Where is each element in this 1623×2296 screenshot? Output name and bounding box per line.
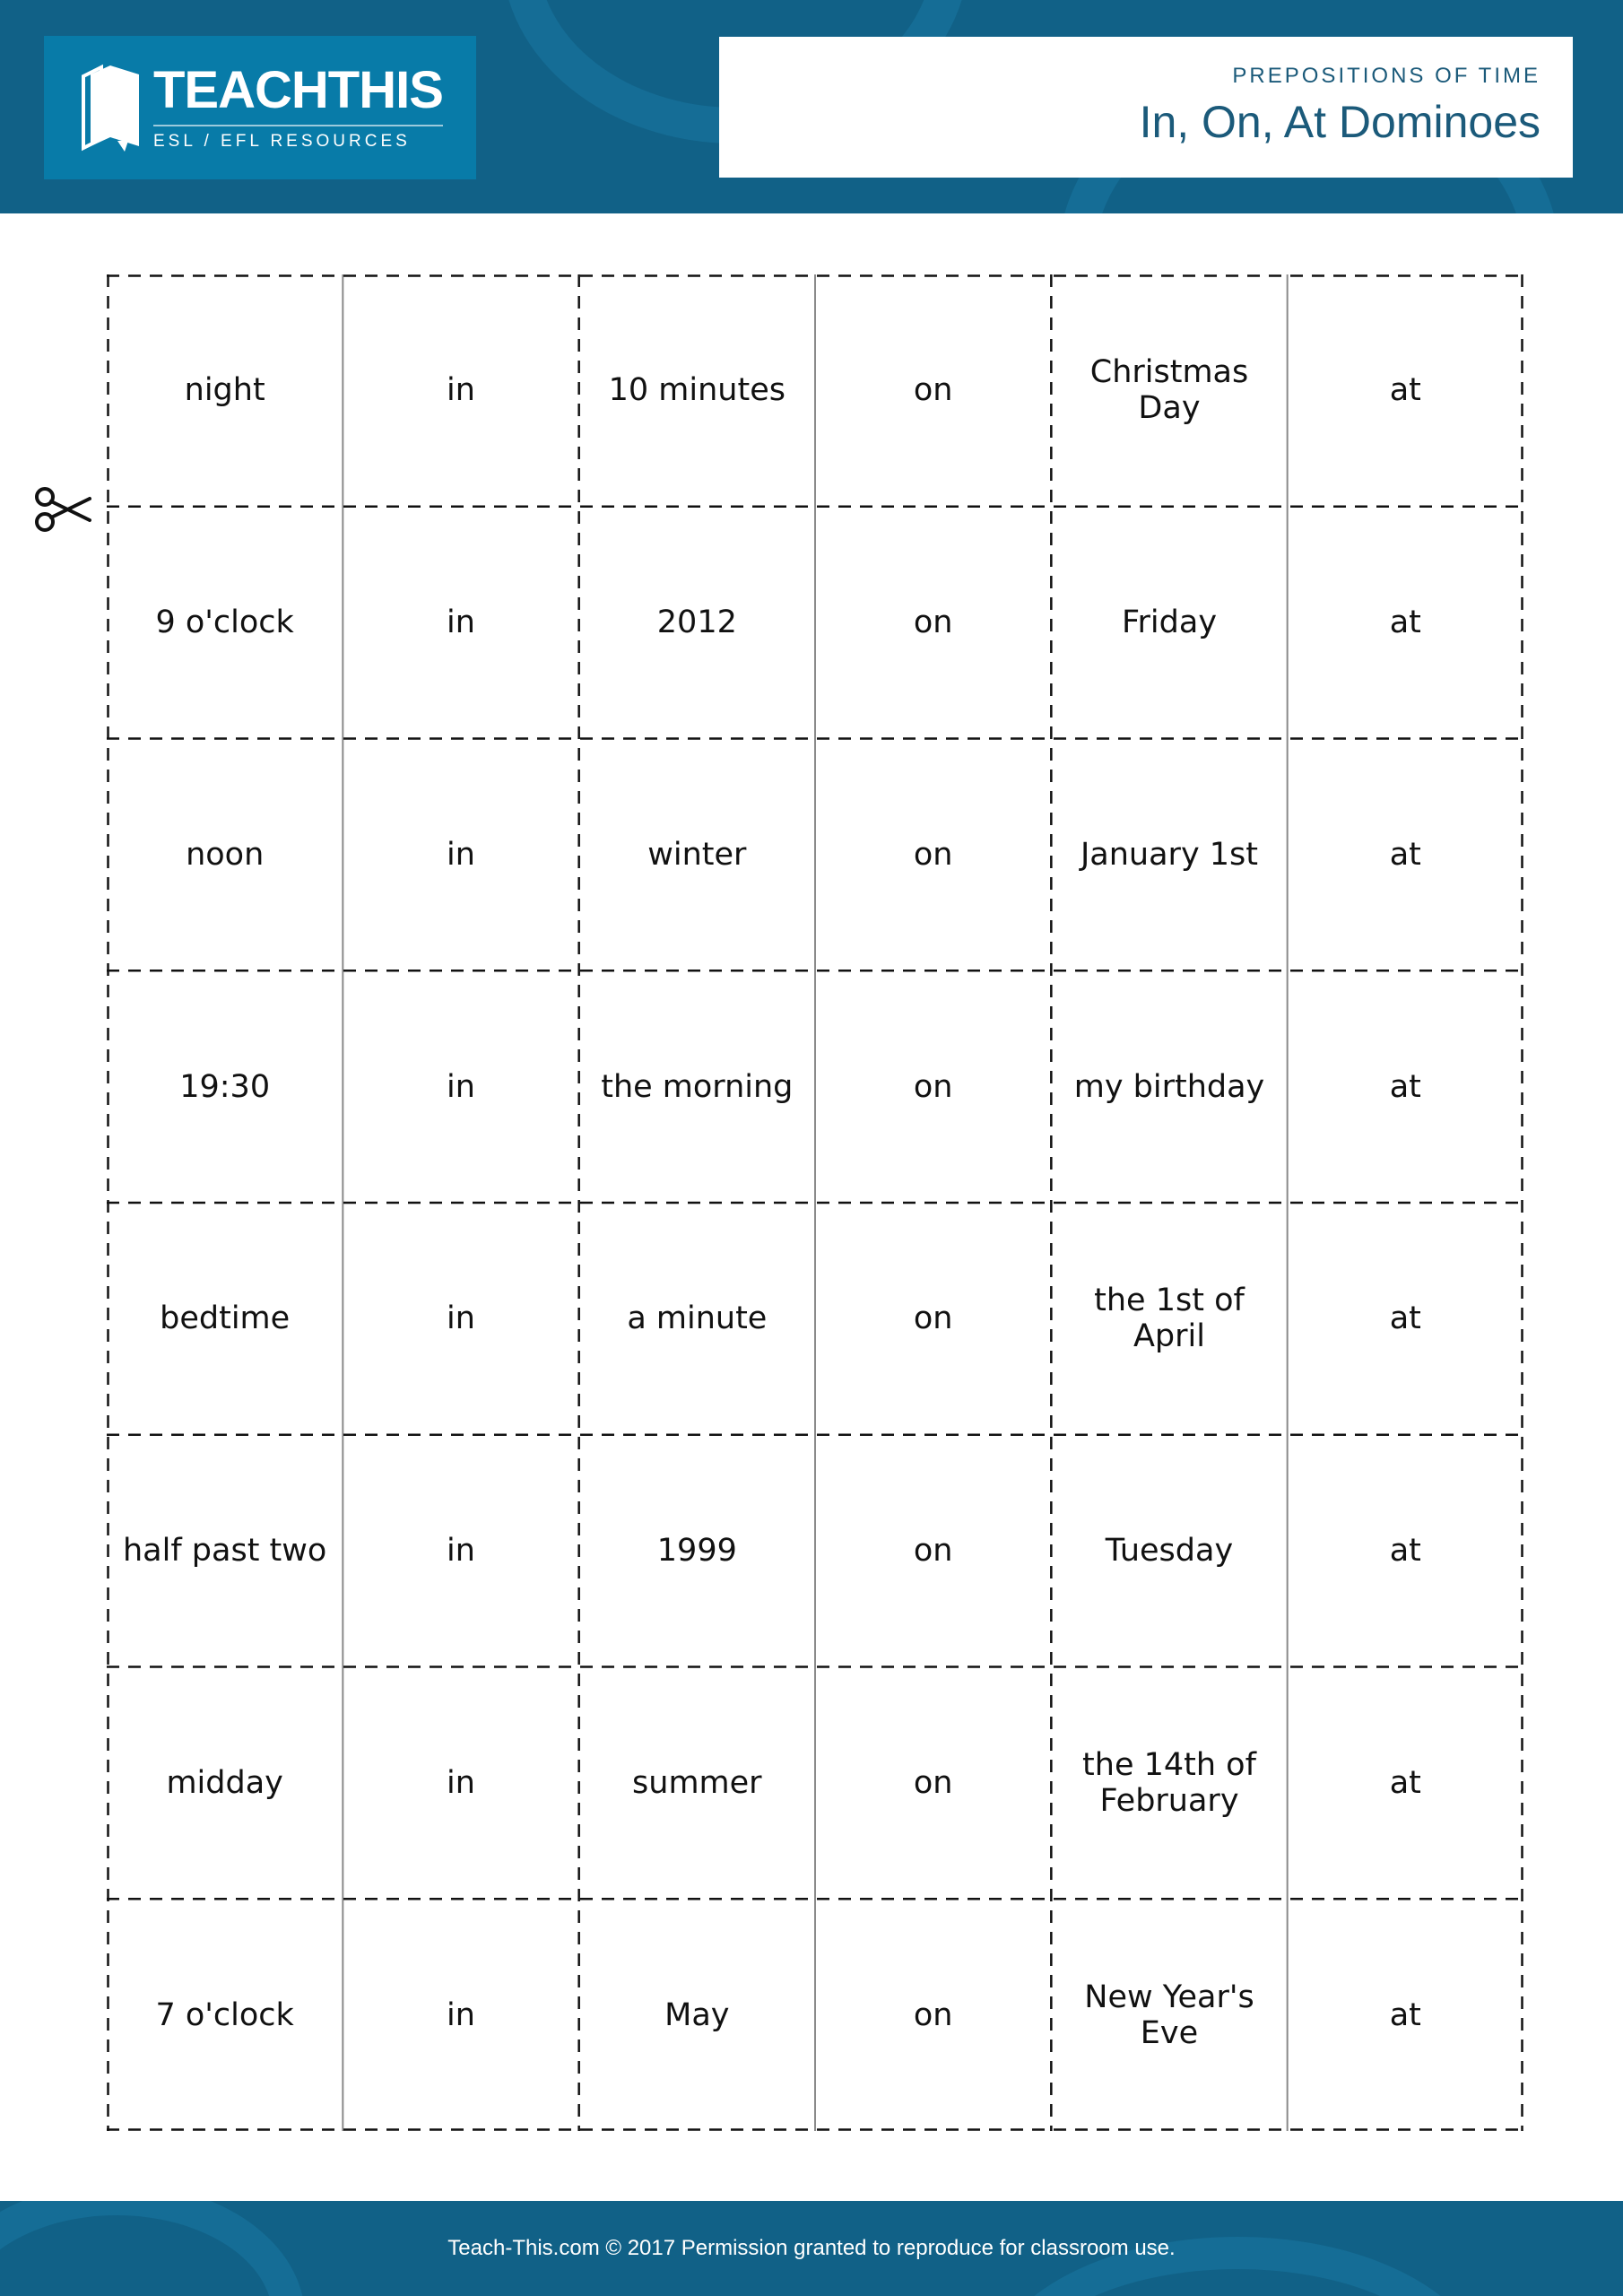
domino-half: night (184, 372, 265, 409)
domino-half: in (447, 1533, 475, 1570)
domino-grid (107, 274, 1523, 2131)
domino-half: summer (632, 1764, 762, 1801)
book-logo-icon (76, 64, 144, 152)
domino-half: Tuesday (1105, 1533, 1234, 1570)
domino-half: Friday (1121, 604, 1218, 641)
domino-half: half past two (123, 1533, 327, 1570)
domino-half: midday (166, 1764, 283, 1801)
domino-half: in (447, 1996, 475, 2033)
domino-half: 1999 (656, 1533, 737, 1570)
domino-half: winter (647, 836, 747, 873)
domino-half: at (1389, 1996, 1421, 2033)
logo[interactable] (44, 36, 476, 179)
domino-half: on (913, 1764, 953, 1801)
page-kicker: PREPOSITIONS OF TIME (1232, 64, 1541, 88)
domino-half: noon (186, 836, 265, 873)
domino-half: Christmas Day (1089, 354, 1249, 427)
domino-half: the 1st of April (1094, 1283, 1245, 1355)
domino-half: in (447, 1068, 475, 1105)
scissors-icon (34, 484, 91, 535)
domino-half: on (913, 372, 953, 409)
logo-subtitle: ESL / EFL RESOURCES (153, 125, 443, 152)
domino-half: at (1389, 372, 1421, 409)
domino-half: on (913, 836, 953, 873)
domino-half: on (913, 1996, 953, 2033)
domino-half: 9 o'clock (155, 604, 294, 641)
domino-half: May (664, 1996, 730, 2033)
domino-half: on (913, 604, 953, 641)
logo-name: TEACHTHIS (153, 61, 443, 119)
domino-half: in (447, 604, 475, 641)
domino-half: a minute (627, 1300, 768, 1337)
domino-half: at (1389, 1300, 1421, 1337)
domino-half: bedtime (160, 1300, 291, 1337)
domino-half: at (1389, 604, 1421, 641)
domino-half: at (1389, 1533, 1421, 1570)
domino-half: January 1st (1080, 836, 1259, 873)
page-title: In, On, At Dominoes (1139, 97, 1541, 147)
page-footer (0, 2201, 1623, 2296)
domino-half: in (447, 1300, 475, 1337)
domino-half: in (447, 836, 475, 873)
page-header (0, 0, 1623, 213)
domino-half: 7 o'clock (155, 1996, 294, 2033)
domino-half: on (913, 1068, 953, 1105)
domino-half: the morning (601, 1068, 794, 1105)
domino-half: at (1389, 1068, 1421, 1105)
domino-half: in (447, 372, 475, 409)
domino-half: 19:30 (179, 1068, 271, 1105)
domino-half: 10 minutes (608, 372, 785, 409)
domino-half: on (913, 1533, 953, 1570)
domino-half: at (1389, 1764, 1421, 1801)
domino-half: on (913, 1300, 953, 1337)
domino-half: in (447, 1764, 475, 1801)
domino-half: at (1389, 836, 1421, 873)
domino-half: New Year's Eve (1084, 1979, 1254, 2051)
title-panel (719, 37, 1573, 178)
footer-copyright: Teach-This.com © 2017 Permission granted to reproduce for classroom use. (447, 2236, 1176, 2260)
domino-half: the 14th of February (1082, 1746, 1256, 1819)
domino-half: my birthday (1073, 1068, 1265, 1105)
domino-half: 2012 (656, 604, 737, 641)
